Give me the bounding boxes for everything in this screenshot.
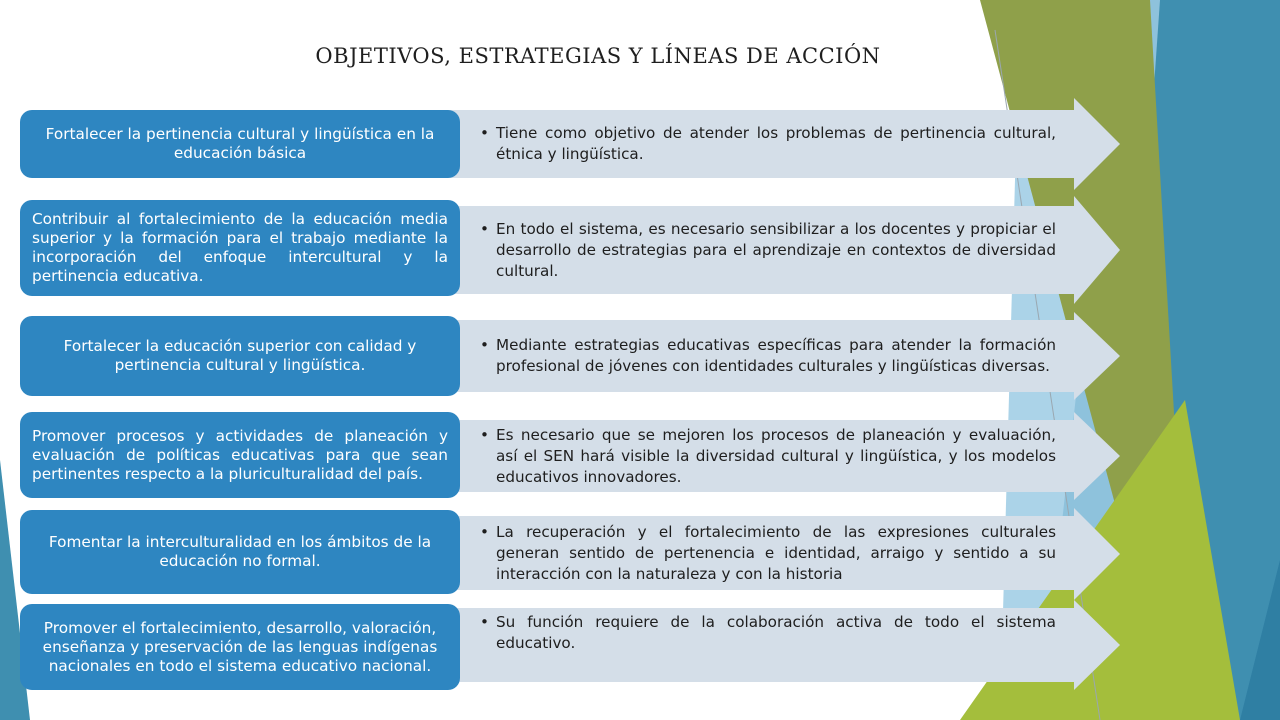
objective-box-2 bbox=[20, 200, 460, 296]
strategy-text-3: • Mediante estrategias educativas específicas para atender la formación profesional de jóvenes con identidades culturales y lingüísticas diversas. bbox=[496, 335, 1056, 377]
arrowhead-2 bbox=[1074, 196, 1120, 304]
objective-box-5 bbox=[20, 510, 460, 594]
strategy-band-5 bbox=[440, 516, 1074, 590]
strategy-band-2 bbox=[440, 206, 1074, 294]
objective-text-1: Fortalecer la pertinencia cultural y lingüística en la educación básica bbox=[45, 125, 435, 162]
objective-box-1 bbox=[20, 110, 460, 178]
arrowhead-1 bbox=[1074, 98, 1120, 190]
strategy-band-4 bbox=[440, 420, 1074, 492]
objective-text-2: Contribuir al fortalecimiento de la educación media superior y la formación para el trabajo mediante la incorporación del enfoque intercultural y la pertinencia educativa. bbox=[32, 210, 448, 285]
strategy-band-3 bbox=[440, 320, 1074, 392]
strategy-band-1 bbox=[440, 110, 1074, 178]
strategy-text-6: • Su función requiere de la colaboración activa de todo el sistema educativo. bbox=[496, 612, 1056, 654]
arrowhead-4 bbox=[1074, 412, 1120, 500]
arrowhead-6 bbox=[1074, 600, 1120, 690]
strategy-text-4: • Es necesario que se mejoren los procesos de planeación y evaluación, así el SEN hará visible la diversidad cultural y lingüística, y los modelos educativos innovadores. bbox=[496, 425, 1056, 488]
strategy-text-5: • La recuperación y el fortalecimiento de las expresiones culturales generan sentido de pertenencia e identidad, arraigo y sentido a su interacción con la naturaleza y con la historia bbox=[496, 522, 1056, 585]
objective-box-4 bbox=[20, 412, 460, 498]
objective-text-3: Fortalecer la educación superior con calidad y pertinencia cultural y lingüística. bbox=[63, 337, 417, 374]
arrowhead-5 bbox=[1074, 508, 1120, 600]
objective-box-3 bbox=[20, 316, 460, 396]
objective-text-6: Promover el fortalecimiento, desarrollo, valoración, enseñanza y preservación de las lenguas indígenas nacionales en todo el sistema educativo nacional. bbox=[42, 618, 438, 675]
page-title: OBJETIVOS, ESTRATEGIAS Y LÍNEAS DE ACCIÓN bbox=[315, 44, 881, 68]
strategy-text-2: • En todo el sistema, es necesario sensibilizar a los docentes y propiciar el desarrollo de estrategias para el aprendizaje en contextos de diversidad cultural. bbox=[496, 219, 1056, 282]
strategy-band-6 bbox=[440, 608, 1074, 682]
objective-text-4: Promover procesos y actividades de planeación y evaluación de políticas educativas para que sean pertinentes respecto a la pluriculturalidad del país. bbox=[32, 426, 448, 483]
objective-text-5: Fomentar la interculturalidad en los ámbitos de la educación no formal. bbox=[48, 533, 432, 570]
objective-box-6 bbox=[20, 604, 460, 690]
arrowhead-3 bbox=[1074, 312, 1120, 400]
strategy-text-1: • Tiene como objetivo de atender los problemas de pertinencia cultural, étnica y lingüística. bbox=[496, 123, 1056, 165]
